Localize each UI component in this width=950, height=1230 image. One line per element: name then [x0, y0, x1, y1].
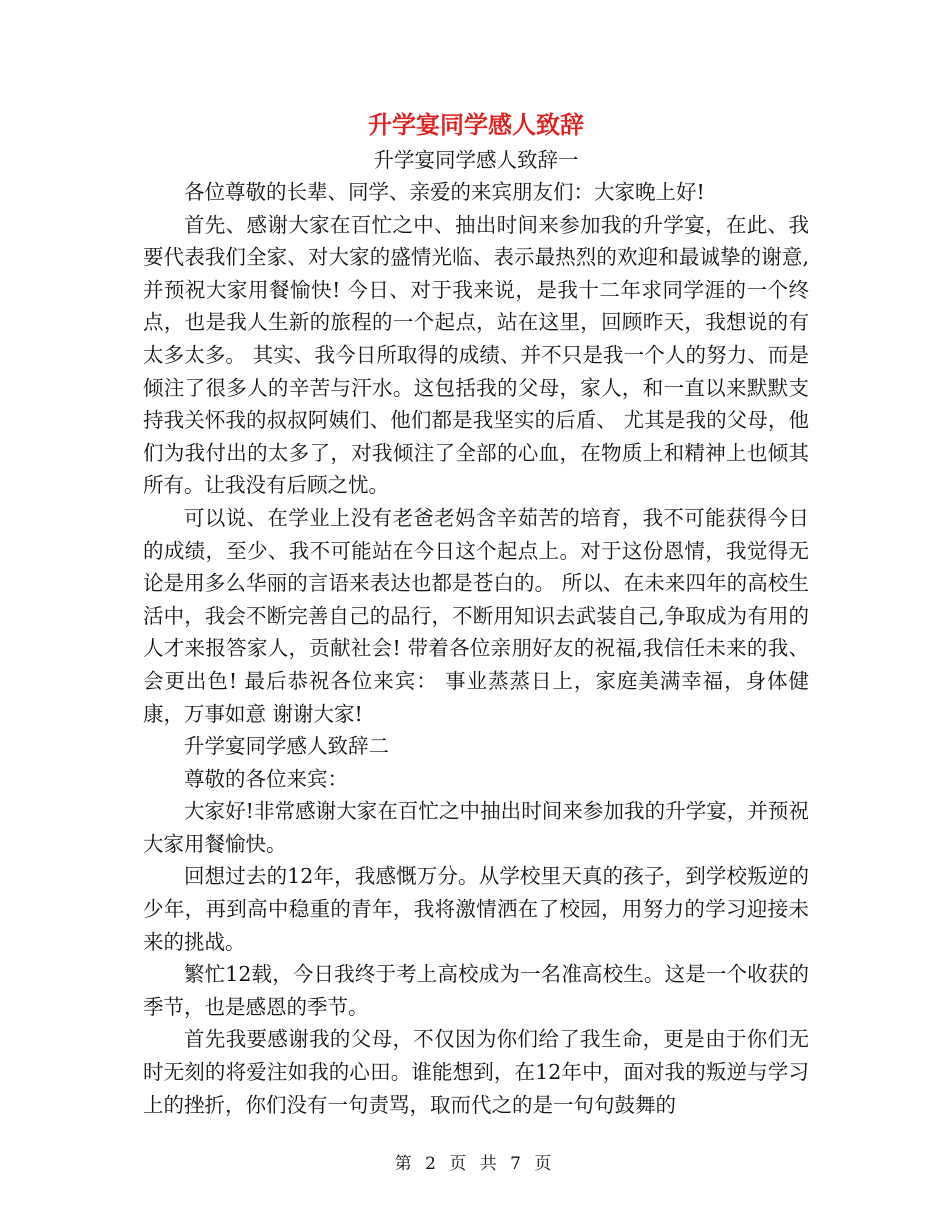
document-title: 升学宴同学感人致辞	[368, 110, 584, 139]
page-number-footer: 第 2 页 共 7 页	[394, 1154, 556, 1174]
paragraph-greeting: 各位尊敬的长辈、同学、亲爱的来宾朋友们：大家晚上好!	[184, 180, 705, 204]
document-page	[143, 108, 809, 1121]
paragraph-parents: 首先我要感谢我的父母，不仅因为你们给了我生命，更是由于你们无时无刻的将爱注如我的心田。谁能想到，在12年中，面对我的叛逆与学习上的挫折，你们没有一句责骂，取而代之的是一句句鼓舞的	[143, 1027, 809, 1117]
section-heading-two: 升学宴同学感人致辞二	[184, 734, 389, 759]
paragraph-thanks: 首先、感谢大家在百忙之中、抽出时间来参加我的升学宴，在此、我要代表我们全家、对大家的盛情光临、表示最热烈的欢迎和最诚挚的谢意,并预祝大家用餐愉快! 今日、对于我来说，是我十二年求同学涯的一个终点，也是我人生新的旅程的一个起点，站在这里，回顾昨天，我想说的有太多太多。 其实、我今日所取得的成绩、并不只是我一个人的努力、而是倾注了很多人的辛苦与汗水。这包括我的父母，家人，和一直以来默默支持我关怀我的叔叔阿姨们、他们都是我坚实的后盾、 尤其是我的父母，他们为我付出的太多了，对我倾注了全部的心血，在物质上和精神上也倾其所有。让我没有后顾之忧。	[143, 212, 809, 498]
section-subtitle: 升学宴同学感人致辞一	[373, 148, 579, 172]
paragraph-salutation: 尊敬的各位来宾：	[184, 766, 348, 791]
paragraph-achievement: 繁忙12载，今日我终于考上高校成为一名准高校生。这是一个收获的季节，也是感恩的季节。	[143, 962, 809, 1019]
paragraph-welcome: 大家好!非常感谢大家在百忙之中抽出时间来参加我的升学宴，并预祝大家用餐愉快。	[143, 799, 809, 856]
paragraph-reflection: 回想过去的12年，我感慨万分。从学校里天真的孩子，到学校叛逆的少年，再到高中稳重的青年，我将激情洒在了校园，用努力的学习迎接未来的挑战。	[143, 864, 809, 954]
paragraph-gratitude: 可以说、在学业上没有老爸老妈含辛茹苦的培育，我不可能获得今日的成绩，至少、我不可能站在今日这个起点上。对于这份恩情，我觉得无论是用多么华丽的言语来表达也都是苍白的。 所以、在未来四年的高校生活中，我会不断完善自己的品行，不断用知识去武装自己,争取成为有用的人才来报答家人，贡献社会! 带着各位亲朋好友的祝福,我信任未来的我、会更出色! 最后恭祝各位来宾： 事业蒸蒸日上，家庭美满幸福，身体健康，万事如意 谢谢大家!	[143, 505, 809, 726]
